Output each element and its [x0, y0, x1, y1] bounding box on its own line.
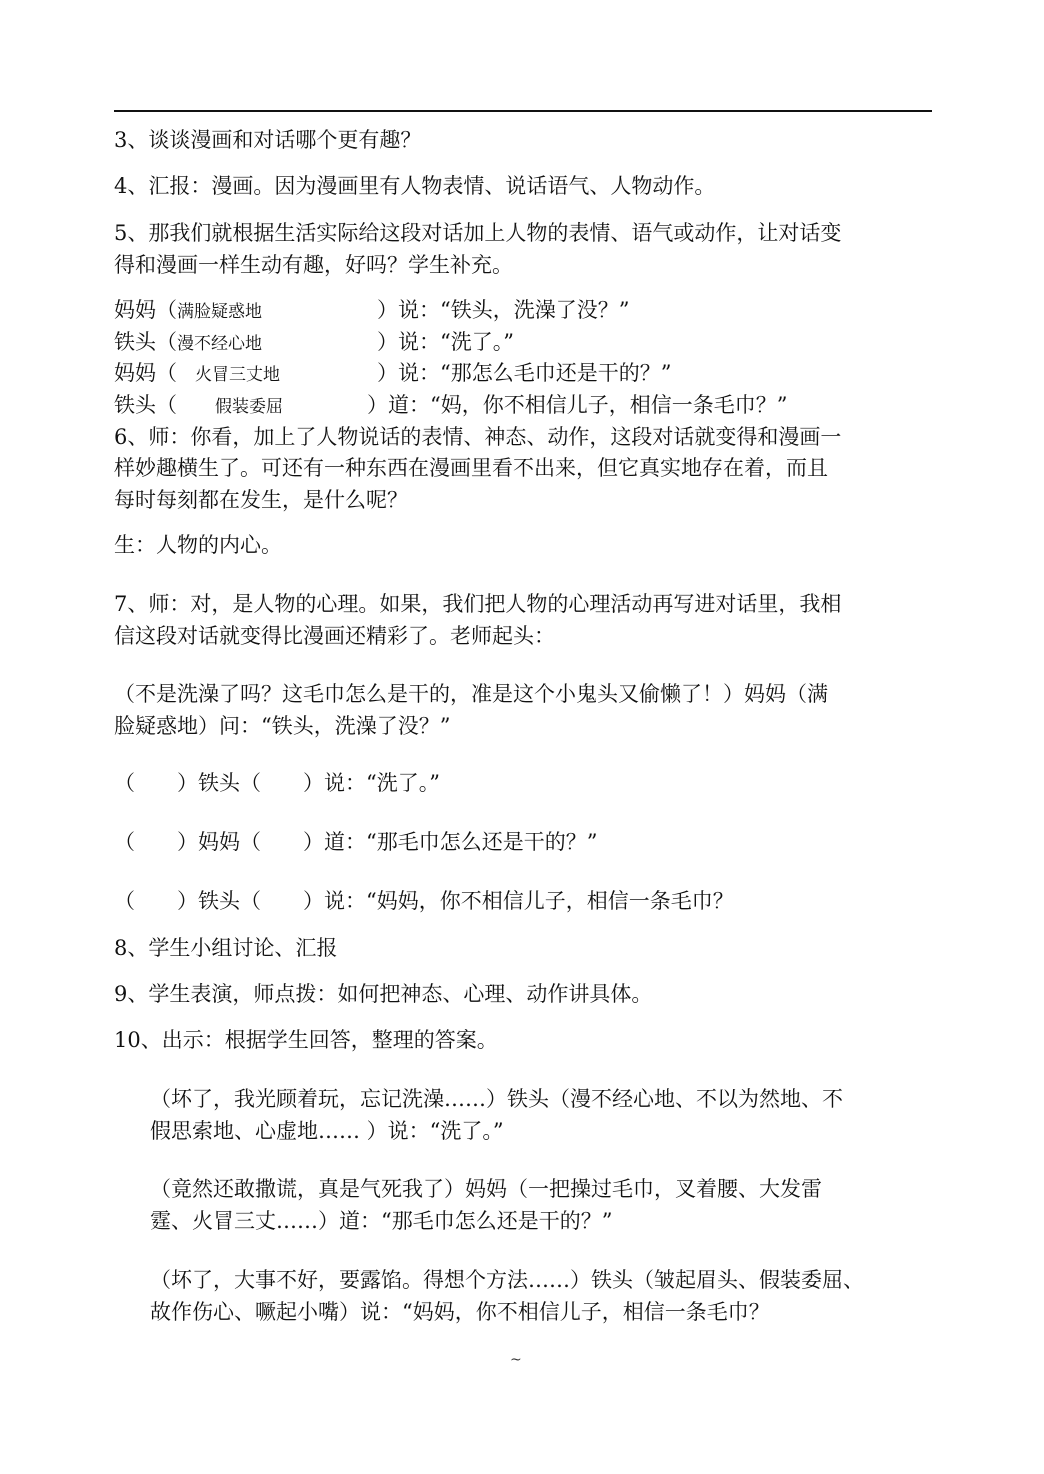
item-3: 3、谈谈漫画和对话哪个更有趣？ — [114, 128, 422, 152]
dialogue-line-1 — [114, 294, 629, 328]
page-footer-mark: ~ — [510, 1352, 522, 1368]
speaker: 妈妈（ — [114, 361, 177, 385]
speech: ）说：“那怎么毛巾还是干的？” — [377, 361, 672, 385]
filled-blank: 漫不经心地 — [177, 334, 262, 354]
item-9: 9、学生表演，师点拨：如何把神态、心理、动作讲具体。 — [114, 982, 653, 1006]
student-answer: 生：人物的内心。 — [114, 533, 282, 557]
speaker: 铁头（ — [114, 393, 177, 417]
answer-3-line-1: （坏了，大事不好，要露馅。得想个方法……）铁头（皱起眉头、假装委屈、 — [150, 1268, 864, 1292]
item-5-line-2: 得和漫画一样生动有趣，好吗？学生补充。 — [114, 253, 513, 277]
filled-blank: 满脸疑惑地 — [177, 302, 262, 322]
item-7-line-1: 7、师：对，是人物的心理。如果，我们把人物的心理活动再写进对话里，我相 — [114, 592, 842, 616]
answer-1-line-2: 假思索地、心虚地…… ）说：“洗了。” — [150, 1119, 504, 1143]
answer-2-line-1: （竟然还敢撒谎，真是气死我了）妈妈（一把操过毛巾，叉着腰、大发雷 — [150, 1177, 822, 1201]
item-6-line-3: 每时每刻都在发生，是什么呢？ — [114, 488, 408, 512]
blank-line-3: （ ）铁头（ ）说：“妈妈，你不相信儿子，相信一条毛巾？ — [114, 889, 734, 913]
filled-blank: 假装委屈 — [215, 397, 283, 417]
item-5-line-1: 5、那我们就根据生活实际给这段对话加上人物的表情、语气或动作，让对话变 — [114, 221, 842, 245]
filled-blank: 火冒三丈地 — [195, 365, 280, 385]
example-line-1: （不是洗澡了吗？这毛巾怎么是干的，准是这个小鬼头又偷懒了！）妈妈（满 — [114, 682, 828, 706]
dialogue-line-4 — [114, 389, 787, 423]
blank-line-1: （ ）铁头（ ）说：“洗了。” — [114, 771, 440, 795]
header-rule — [114, 110, 932, 112]
blank-line-2: （ ）妈妈（ ）道：“那毛巾怎么还是干的？” — [114, 830, 598, 854]
answer-2-line-2: 霆、火冒三丈……）道：“那毛巾怎么还是干的？” — [150, 1209, 613, 1233]
speech: ）说：“洗了。” — [377, 330, 514, 354]
speaker: 铁头（ — [114, 330, 177, 354]
item-4: 4、汇报：漫画。因为漫画里有人物表情、说话语气、人物动作。 — [114, 174, 716, 198]
item-7-line-2: 信这段对话就变得比漫画还精彩了。老师起头： — [114, 624, 555, 648]
example-line-2: 脸疑惑地）问：“铁头，洗澡了没？” — [114, 714, 451, 738]
dialogue-line-3 — [114, 357, 671, 391]
item-6-line-2: 样妙趣横生了。可还有一种东西在漫画里看不出来，但它真实地存在着，而且 — [114, 456, 828, 480]
item-8: 8、学生小组讨论、汇报 — [114, 936, 338, 960]
item-6-line-1: 6、师：你看，加上了人物说话的表情、神态、动作，这段对话就变得和漫画一 — [114, 425, 842, 449]
speech: ）道：“妈，你不相信儿子，相信一条毛巾？” — [367, 393, 788, 417]
dialogue-line-2 — [114, 326, 514, 360]
answer-3-line-2: 故作伤心、噘起小嘴）说：“妈妈，你不相信儿子，相信一条毛巾？ — [150, 1300, 770, 1324]
item-10: 10、出示：根据学生回答，整理的答案。 — [114, 1028, 498, 1052]
answer-1-line-1: （坏了，我光顾着玩，忘记洗澡……）铁头（漫不经心地、不以为然地、不 — [150, 1087, 843, 1111]
speaker: 妈妈（ — [114, 298, 177, 322]
speech: ）说：“铁头，洗澡了没？” — [377, 298, 630, 322]
